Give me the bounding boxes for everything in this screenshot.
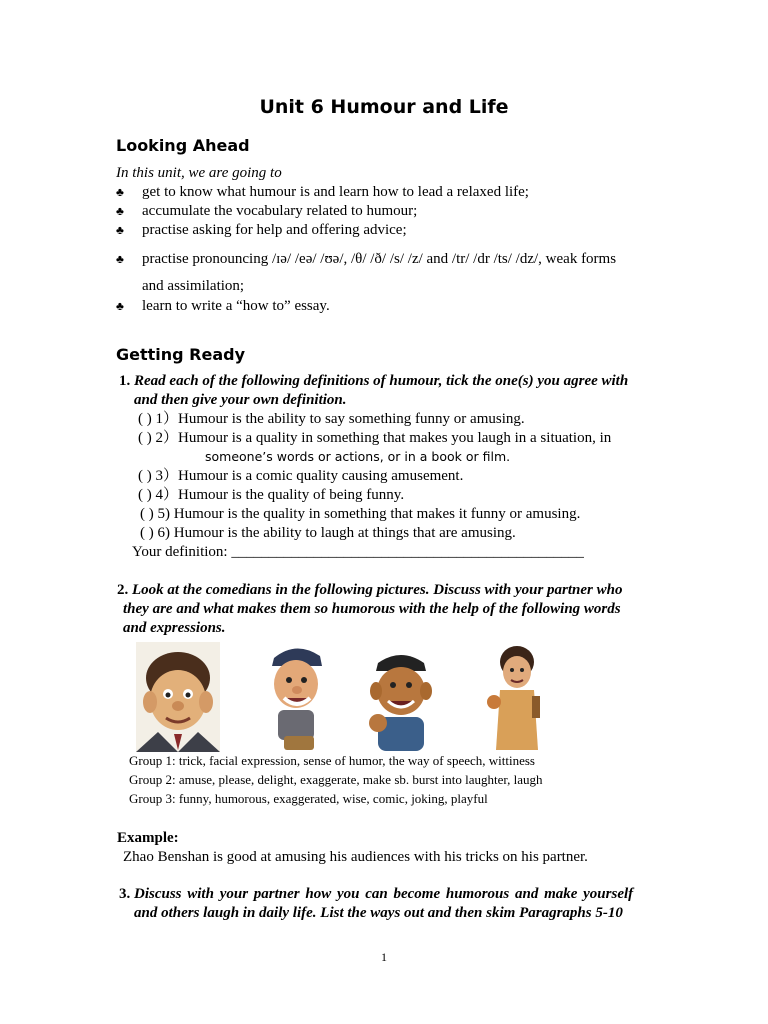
club-bullet-icon: ♣	[116, 252, 124, 266]
word-group-2: Group 2: amuse, please, delight, exaggerate, make sb. burst into laughter, laugh	[129, 772, 543, 787]
word-group-1: Group 1: trick, facial expression, sense of humor, the way of speech, wittiness	[129, 753, 535, 768]
club-bullet-icon: ♣	[116, 223, 124, 237]
definition-option-continuation: someone’s words or actions, or in a book or film.	[205, 449, 511, 464]
question-2-line3: and expressions.	[123, 620, 226, 636]
word-group-3: Group 3: funny, humorous, exaggerated, wise, comic, joking, playful	[129, 791, 488, 806]
question-3-line2: and others laugh in daily life. List the ways out and then skim Paragraphs 5-10	[134, 905, 623, 921]
question-2-line2: they are and what makes them so humorous with the help of the following words	[123, 601, 621, 617]
definition-option: ( ) 5) Humour is the quality in something that makes it funny or amusing.	[140, 506, 581, 522]
comedian-caricature-4-image	[486, 642, 548, 752]
list-item: ♣ practise asking for help and offering advice;	[116, 222, 407, 238]
list-item: ♣ learn to write a “how to” essay.	[116, 298, 330, 314]
club-bullet-icon: ♣	[116, 299, 124, 313]
comedian-caricature-3-image	[366, 645, 436, 753]
definition-option: ( ) 3）Humour is a comic quality causing amusement.	[138, 468, 464, 484]
looking-ahead-heading: Looking Ahead	[116, 136, 250, 155]
definition-option: ( ) 6) Humour is the ability to laugh at things that are amusing.	[140, 525, 516, 541]
comedian-caricature-2-image	[264, 640, 328, 752]
list-item: ♣ accumulate the vocabulary related to humour;	[116, 203, 418, 219]
list-item: ♣ practise pronouncing /ɪə/ /eə/ /ʊə/, /θ/ /ð/ /s/ /z/ and /tr/ /dr /ts/ /dz/, weak forms	[116, 251, 617, 267]
page-number: 1	[381, 950, 387, 964]
question-2: 2. Look at the comedians in the following pictures. Discuss with your partner who	[117, 582, 623, 598]
example-text: Zhao Benshan is good at amusing his audiences with his tricks on his partner.	[123, 849, 588, 865]
page-title: Unit 6 Humour and Life	[259, 96, 509, 118]
definition-option: ( ) 2）Humour is a quality in something that makes you laugh in a situation, in	[138, 430, 612, 446]
comedian-caricature-1-image	[136, 642, 220, 752]
definition-option: ( ) 4）Humour is the quality of being funny.	[138, 487, 405, 503]
question-3: 3. Discuss with your partner how you can become humorous and make yourself	[119, 886, 634, 902]
list-item: ♣ get to know what humour is and learn how to lead a relaxed life;	[116, 184, 529, 200]
question-1-line2: and then give your own definition.	[134, 392, 347, 408]
looking-ahead-intro: In this unit, we are going to	[116, 165, 282, 181]
getting-ready-heading: Getting Ready	[116, 345, 246, 364]
club-bullet-icon: ♣	[116, 185, 124, 199]
list-item-continuation: and assimilation;	[142, 278, 245, 294]
definition-option: ( ) 1）Humour is the ability to say something funny or amusing.	[138, 411, 525, 427]
club-bullet-icon: ♣	[116, 204, 124, 218]
question-1: 1. Read each of the following definitions of humour, tick the one(s) you agree with	[119, 373, 629, 389]
example-label: Example:	[117, 830, 179, 846]
your-definition-line: Your definition: _______________________________________________	[132, 544, 584, 560]
